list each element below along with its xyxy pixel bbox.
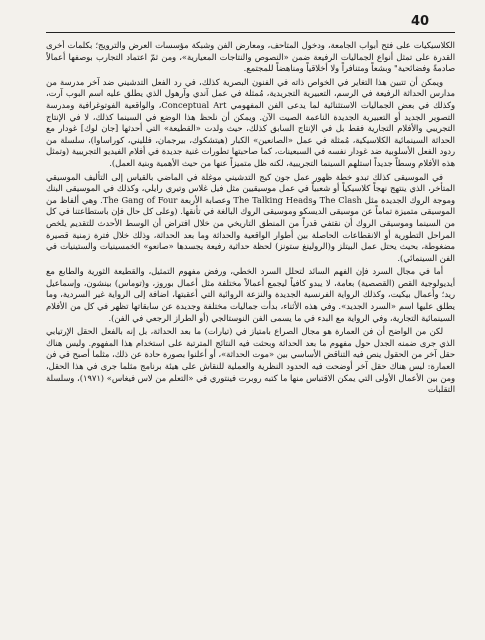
paragraph: ويمكن أن تتبين هذا التغاير في الخواص ذاته في الفنون البصرية كذلك، في رد الفعل التدشيني ضد آخر مدرسة من مدارس الحداثة الرفيعة في الرسم، التعبيرية التجريدية، مُمثلة في عمل آندي وآرهول الذي يطلق عليه اسم البوب آرت، وكذلك في بعض الجماليات الاستثنائية لما يدعى الفن المفهومي Conceptual Art، والواقعية الفوتوغرافية ومدرسة التصوير الجديد أو التعبيرية الجديدة الناعمة الصيت الآن. ويمكن أن نلحظ هذا الوضع في السينما كذلك، لا في الإنتاج التجريبي والأفلام التجارية فقط بل في الإنتاج السابق كذلك، حيث ولدت «القطيعة» التي أحدثها [جان لوك] غودار مع الحداثة السينمائية الكلاسيكية، مُمثلة في عمل «الصانعين» الكبار (هيتشكوك، بيرجمان، فلليني، كوراساوا)، سلسلة من ردود الفعل الأسلوبية ضد غودار نفسه في السبعينات، كما صاحبتها تطورات غنية جديدة في أفلام الفيديو التجريبية (وتمثل هذه الأفلام وسطاً جديداً استلهم السينما التجريبية، لكنه ظل متميزاً عنها من حيث الأهمية وبنية العمل). [46, 76, 455, 168]
paragraph: الكلاسيكيات على فتح أبواب الجامعة، ودخول المتاحف، ومعارض الفن وشبكة مؤسسات العرض والترويج؛ بكلمات أخرى القدرة على تمثل أنواع الجماليات الرفيعة ضمن «النصوص والنتاجات المعيارية»، ومن ثمّ اعتماد التجارب بوصفها أعمالاً صادمةً وفضائحية" وبشعاً ومتنافراً ولا أخلاقياً ومناهضاً للمجتمع. [46, 40, 455, 74]
page-number: 40 [411, 14, 430, 29]
paragraph: في الموسيقى كذلك تبدو خطة ظهور عمل جون كيج التدشيني موغلة في الماضي بالقياس إلى التأليف الموسيقي المتأخر، الذي ينتهج نهجاً كلاسيكياً أو شعبياً في عمل موسيقيين مثل فيل غلاس وتيري رايلي، وكذلك في الموسيقى البنك وموجة الروك الجديدة مثل The Clash وThe Talking Heads وعصابة الأربعة The Gang of Four. وهي ألفاظ من الموسيقى متميزة تماماً عن موسيقى الديسكو وموسيقى الروك البالغة في تأنقها. (وعلى كل حال فإن باستطاعتنا في كل من السينما وموسيقى الروك أن نقتفي قدراً من المنطق التاريخي من خلال افتراض أن الوسط الأحدث للتقديم يلخص المراحل التطورية أو الانقطاعات الحاصلة بين أطوار الواقعية والحداثة وما بعد الحداثة، وذلك خلال فترة زمنية قصيرة مضغوطة، بحيث يحتل عمل البيتلز و(الرولينغ ستونز) لحظة حداثية رفيعة يجسدها «صانعو» الخمسينيات والستينيات في الفن السينمائي). [46, 171, 455, 263]
paragraph: أما في مجال السرد فإن الفهم السائد لتحلل السرد الخطي، ورفض مفهوم التمثيل، والقطيعة الثورية والطابع مع أيديولوجية القص (القصصية) بعامة، لا يبدو كافياً ليجمع أعمالاً مختلفة مثل أعمال بوروز، و(توماس) بينشون، وإسماعيل ريد؛ وأعمال بيكيت، وكذلك الرواية الفرنسية الجديدة والنزعة الروائية التي أعقبتها، اضافة إلى الرواية غير السردية، وما يطلق عليها اسم «السرد الجديد». وفي هذه الأثناء، بدأت جماليات مختلفة وجديدة عن سابقاتها تظهر في كل من الأفلام السينمائية التجارية، وفي الرواية مع البدء في ما يسمى الفن النوستالجي (أو الطراز الرجعي في الفن). [46, 266, 455, 323]
header-rule [46, 32, 455, 33]
paragraph: لكن من الواضح أن فن العمارة هو مجال الصراع بامتياز في (تيارات) ما بعد الحداثة، بل إنه بالفعل الحقل الإرتيابي الذي جرى ضمنه الجدل حول مفهوم ما بعد الحداثة وبحثت فيه النتائج المترتبة على استخدام هذا المفهوم. وليس هناك حقل آخر من الحقول ينص فيه التناقض الأساسي بين «موت الحداثة»، أو أعلنوا بصورة حادة عن ذلك، مثلما أصبح في فن العمارة: ليس هناك حقل آخر أوضحت فيه الحدود النظرية والعملية للنقاش على هيئة برنامج مثلما جرى في هذا الحقل، ومن بين الأعمال الأولى التي يمكن الاقتباس منها ما كتبه روبرت فينتوري في «التعلم من لاس فيغاس» (١٩٧١)، وسلسلة التقلبات [46, 326, 455, 395]
body-text [46, 40, 455, 628]
